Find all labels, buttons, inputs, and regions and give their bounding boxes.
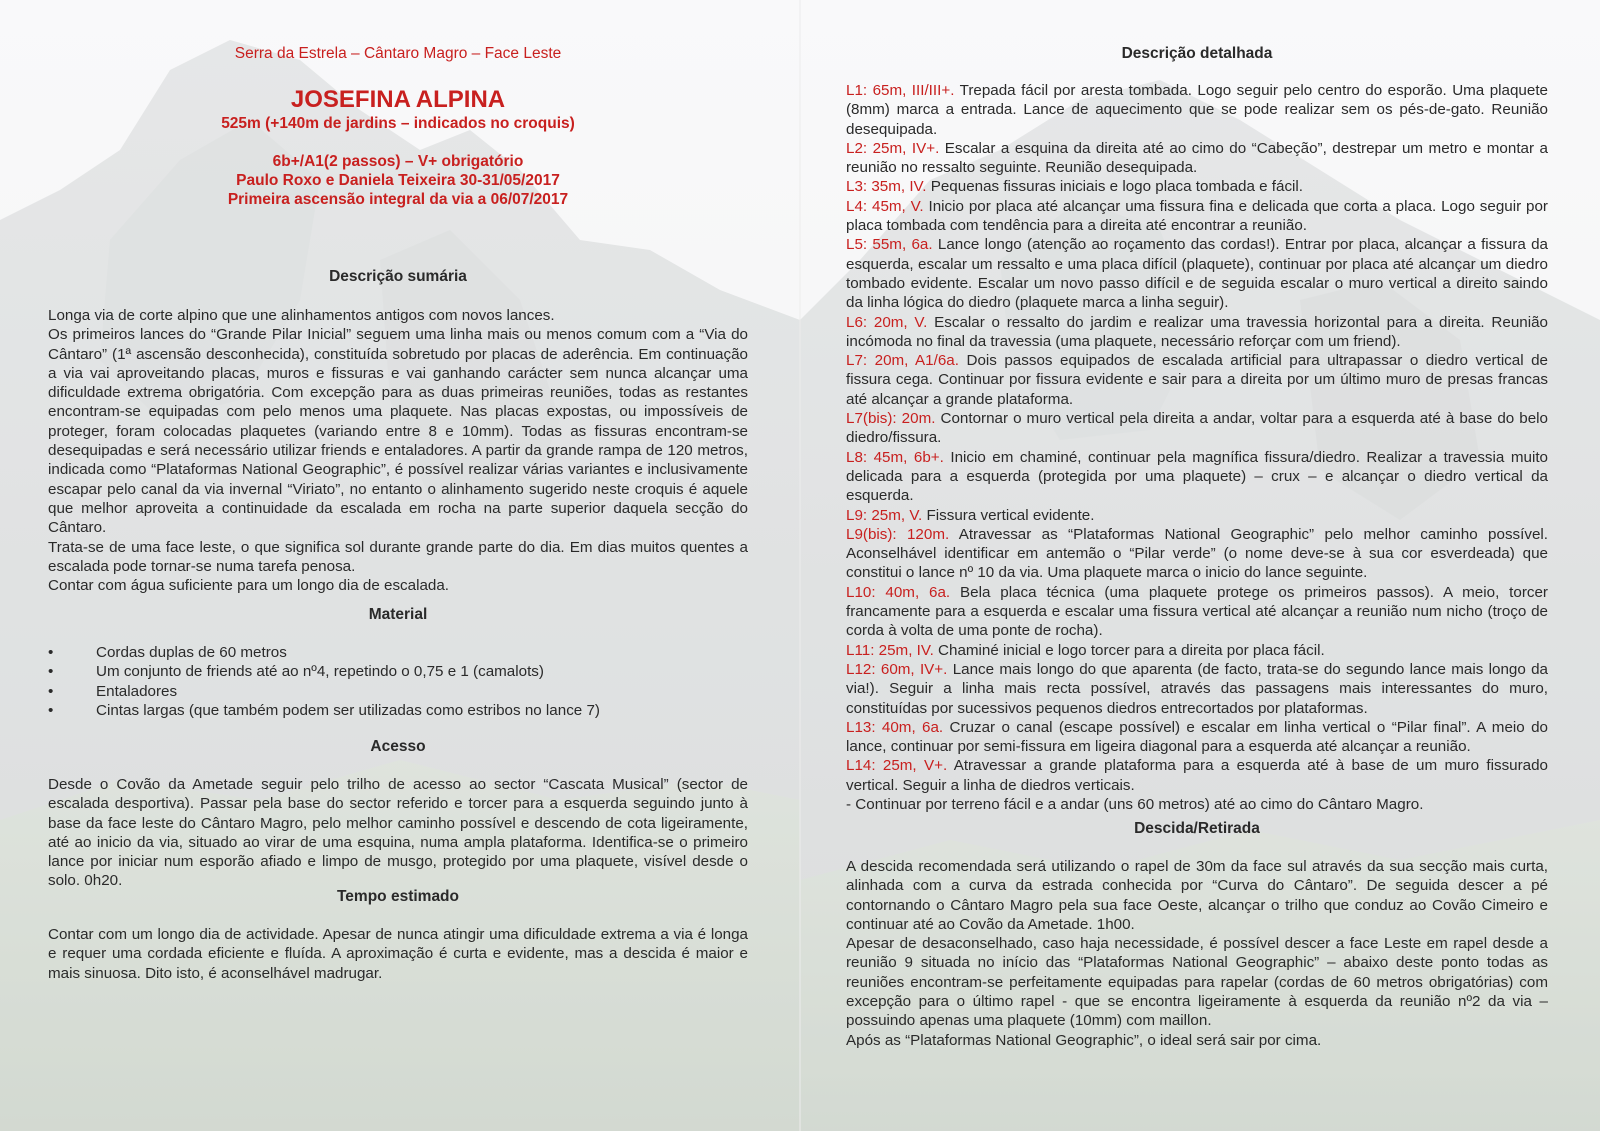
pitch-text: Escalar a esquina da direita até ao cimo do “Cabeção”, destrepar um metro e montar a reunião no ressalto seguinte. Reunião desequipada. — [846, 139, 1548, 177]
pitch-label: L3: 35m, IV. — [846, 178, 927, 196]
access-paragraph: Desde o Covão da Ametade seguir pelo trilho de acesso ao sector “Cascata Musical” (sector de escalada desportiva). Passar pela base do sector referido e torcer para a esquerda seguindo junto à base da face leste do Cântaro Magro, pelo melhor caminho possível e descendo de cota ligeiramente, até ao inicio da via, situado ao virar de uma esquina, numa ampla plataforma. Identifica-se o primeiro lance por iniciar num esporão afiado e limpo de musgo, protegido por uma plaquete, visível desde o solo. 0h20. — [48, 776, 748, 890]
time-text — [48, 925, 748, 983]
pitch-description — [846, 506, 1548, 525]
pitch-description — [846, 81, 1548, 139]
pitch-description — [846, 409, 1548, 448]
pitch-description — [846, 583, 1548, 641]
descent-paragraph: Apesar de desaconselhado, caso haja necessidade, é possível descer a face Leste em rapel desde a reunião 9 situada no início das “Plataformas National Geographic” – abaixo deste ponto todas as reuniões encontram-se perfeitamente equipadas para rapelar (cordas de 60 metros obrigatórias) com excepção para o último rapel - que se encontra ligeiramente à esquerda da reunião nº2 da via – possuindo apenas uma plaquete (10mm) com maillon. — [846, 935, 1548, 1030]
pitch-label: L11: 25m, IV. — [846, 641, 934, 659]
pitch-label: L2: 25m, IV+. — [846, 139, 940, 157]
pitch-text: Lance mais longo do que aparenta (de facto, trata-se do segundo lance mais longo da via!). Seguir a linha mais recta possível, através das passagens mais interessantes do muro, constituídas por sucessivos pequenos diedros entrecortados por plataformas. — [846, 660, 1548, 717]
summary-paragraph: Os primeiros lances do “Grande Pilar Inicial” seguem uma linha mais ou menos comum com a “Via do Cântaro” (1ª ascensão desconhecida), constituída sobretudo por placas de aderência. Em continuação a via vai aproveitando placas, muros e fissuras e vai ganhando carácter sem nunca alcançar uma dificuldade extrema obrigatória. Com excepção para as duas primeiras reuniões, todas as restantes encontram-se equipadas com pelo menos uma plaquete. Nas placas expostas, ou impossíveis de proteger, foram colocadas plaquetes (variando entre 8 e 10mm). Todas as fissuras encontram-se desequipadas e será necessário utilizar friends e entaladores. A partir da grande rampa de 120 metros, indicada como “Plataformas National Geographic”, é possível realizar várias variantes e inclusivamente escapar pelo canal da via invernal “Viriato”, no entanto o alinhamento sugerido neste croquis é aquele que melhor aproveita a continuidade da escalada em rocha na parte superior daquela secção do Cântaro. — [48, 326, 748, 537]
pitch-label: L12: 60m, IV+. — [846, 660, 948, 678]
pitch-description — [846, 197, 1548, 236]
pitch-text: Atravessar a grande plataforma para a esquerda até à base de um muro fissurado vertical. Seguir a linha de diedros verticais. — [846, 757, 1549, 794]
summary-paragraph: Trata-se de uma face leste, o que significa sol durante grande parte do dia. Em dias muitos quentes a escalada pode tornar-se numa tarefa penosa. — [48, 538, 748, 575]
pitch-label: L8: 45m, 6b+. — [846, 448, 944, 466]
bullet-icon: • — [48, 663, 54, 681]
pitch-description — [846, 177, 1548, 196]
time-heading: Tempo estimado — [336, 888, 459, 905]
pitch-label: L4: 45m, V. — [846, 197, 924, 215]
pitch-label: L7: 20m, A1/6a. — [846, 352, 959, 370]
pitch-text: Bela placa técnica (uma plaquete protege os primeiros passos). A meio, torcer francamente para a esquerda e escalar uma fissura vertical até alcançar a reunião num nicho (troço de corda à volta de uma ponte de rocha). — [846, 583, 1548, 640]
pitch-description — [846, 448, 1548, 506]
pitch-text: Trepada fácil por aresta tombada. Logo seguir pelo centro do esporão. Uma plaquete (8mm) marca a entrada. Lance de aquecimento que se pode realizar sem os pés-de-gato. Reunião desequipada. — [846, 82, 1548, 138]
detail-heading: Descrição detalhada — [1121, 45, 1273, 62]
material-heading: Material — [368, 606, 428, 623]
pitch-label: L7(bis): 20m. — [846, 410, 936, 428]
pitch-text: Cruzar o canal (escape possível) e escalar em linha vertical o “Pilar final”. A meio do lance, continuar por semi-fissura em ligeira diagonal para a esquerda até alcançar a reunião. — [846, 718, 1548, 756]
descent-paragraph: A descida recomendada será utilizando o rapel de 30m da face sul através da sua secção mais curta, alinhada com a curva da estrada conhecida por “Curva do Cântaro”. De seguida descer a pé contornando o Cântaro Magro pela sua face Oeste, alcançar o trilho que conduz ao Covão Cimeiro e continuar até ao Covão da Ametade. 1h00. — [846, 858, 1548, 933]
pitch-label: L13: 40m, 6a. — [846, 718, 944, 736]
pitch-text: Inicio por placa até alcançar uma fissura fina e delicada que corta a placa. Logo seguir por placa tombada com tendência para a direita até encontrar a reunião. — [846, 197, 1548, 235]
access-text — [48, 775, 748, 891]
pitch-label: L10: 40m, 6a. — [846, 583, 951, 601]
pitch-text: Chaminé inicial e logo torcer para a direita por placa fácil. — [933, 641, 1325, 659]
pitch-text: Atravessar as “Plataformas National Geographic” pelo melhor caminho possível. Aconselhável identificar em antemão o “Pilar verde” (o nome deve-se à sua cor esverdeada) que constitui o lance nº 10 da via. Uma plaquete marca o inicio do lance seguinte. — [846, 525, 1548, 582]
material-item-text: Cintas largas (que também podem ser utilizadas como estribos no lance 7) — [96, 701, 600, 719]
access-heading: Acesso — [370, 738, 426, 755]
material-item-text: Entaladores — [96, 682, 178, 700]
descent-paragraph: Após as “Plataformas National Geographic”, o ideal será sair por cima. — [846, 1031, 1322, 1049]
material-item-text: Cordas duplas de 60 metros — [96, 644, 287, 661]
summary-paragraph: Longa via de corte alpino que une alinhamentos antigos com novos lances. — [48, 307, 555, 324]
pitch-text: Contornar o muro vertical pela direita a andar, voltar para a esquerda até à base do belo diedro/fissura. — [846, 410, 1548, 447]
descent-heading: Descida/Retirada — [1134, 820, 1260, 837]
summary-paragraph: Contar com água suficiente para um longo dia de escalada. — [48, 577, 450, 595]
pitch-list — [846, 81, 1548, 814]
descent-text — [846, 857, 1548, 1050]
route-title: JOSEFINA ALPINA — [290, 86, 506, 113]
pitch-label: L9: 25m, V. — [846, 506, 923, 524]
pitch-text: Lance longo (atenção ao roçamento das cordas!). Entrar por placa, alcançar a fissura da esquerda, escalar um ressalto e uma placa difícil (plaquete), continuar por placa até alcançar um diedro tombado evidente. Escalar um novo passo difícil e de seguida escalar o muro vertical a direito saindo da linha lógica do diedro (plaquete marca a linha seguir). — [846, 236, 1548, 312]
pitch-label: L6: 20m, V. — [846, 313, 928, 331]
pitch-label: L5: 55m, 6a. — [846, 236, 933, 254]
pitch-description — [846, 313, 1548, 352]
pitch-description — [846, 525, 1548, 583]
route-authors: Paulo Roxo e Daniela Teixeira 30-31/05/2017 — [236, 172, 560, 189]
route-length: 525m (+140m de jardins – indicados no croquis) — [221, 115, 575, 132]
summary-heading: Descrição sumária — [329, 268, 467, 285]
continuation-note: - Continuar por terreno fácil e a andar (uns 60 metros) até ao cimo do Cântaro Magro. — [846, 795, 1424, 813]
bullet-icon: • — [48, 644, 54, 661]
time-paragraph: Contar com um longo dia de actividade. Apesar de nunca atingir uma dificuldade extrema a via é longa e requer uma cordada eficiente e fluída. A aproximação é curta e evidente, mas a descida é maior e mais sinuosa. Dito isto, é aconselhável madrugar. — [48, 926, 748, 982]
pitch-description — [846, 756, 1548, 795]
summary-text — [48, 306, 748, 595]
pitch-text: Fissura vertical evidente. — [922, 506, 1095, 524]
route-location: Serra da Estrela – Cântaro Magro – Face Leste — [234, 45, 562, 62]
material-item-text: Um conjunto de friends até ao nº4, repetindo o 0,75 e 1 (camalots) — [96, 663, 544, 681]
pitch-text: Dois passos equipados de escalada artificial para ultrapassar o diedro vertical de fissura cega. Continuar por fissura evidente e sair para a direita por um último muro de presas francas até alcançar a grande plataforma. — [846, 352, 1549, 408]
pitch-text: Escalar o ressalto do jardim e realizar uma travessia horizontal para a direita. Reunião incómoda no final da travessia (uma plaquete, necessário reforçar com um friend). — [846, 313, 1548, 350]
pitch-description — [846, 641, 1548, 660]
material-item — [48, 662, 748, 681]
pitch-description — [846, 139, 1548, 178]
material-list — [48, 643, 748, 720]
pitch-label: L1: 65m, III/III+. — [846, 82, 955, 99]
pitch-label: L14: 25m, V+. — [846, 757, 948, 775]
pitch-description — [846, 235, 1548, 312]
pitch-label: L9(bis): 120m. — [846, 525, 950, 543]
pitch-description — [846, 351, 1548, 409]
route-first-ascent: Primeira ascensão integral da via a 06/07/2017 — [227, 191, 569, 208]
route-grade: 6b+/A1(2 passos) – V+ obrigatório — [272, 153, 524, 170]
bullet-icon: • — [48, 682, 54, 700]
material-item — [48, 643, 748, 662]
pitch-text: Inicio em chaminé, continuar pela magnífica fissura/diedro. Realizar a travessia muito delicada para a esquerda (protegida por uma plaquete) – crux – e alcançar o diedro vertical da esquerda. — [846, 448, 1548, 505]
material-item — [48, 682, 748, 701]
pitch-text: Pequenas fissuras iniciais e logo placa tombada e fácil. — [926, 178, 1304, 196]
bullet-icon: • — [48, 701, 54, 719]
pitch-description — [846, 718, 1548, 757]
material-item — [48, 701, 748, 720]
pitch-description — [846, 660, 1548, 718]
